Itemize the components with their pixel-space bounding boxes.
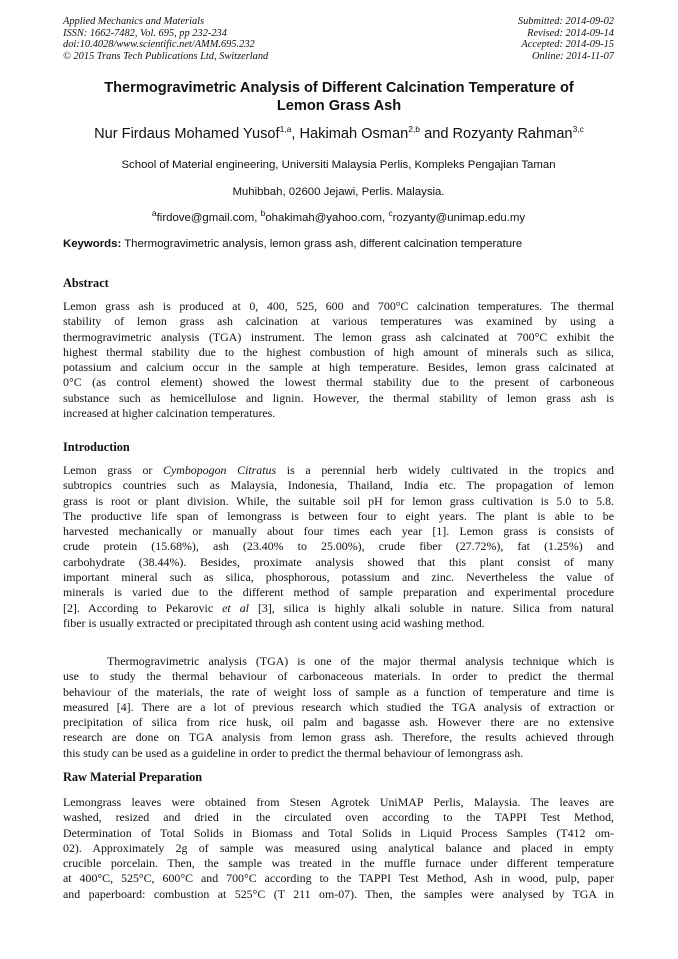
- raw-material-body: [63, 795, 614, 902]
- journal-header-left: [63, 16, 268, 62]
- text-fragment: [2]. According to Pekarovic: [63, 600, 223, 615]
- text-line: [63, 601, 614, 616]
- text-line: crude protein (15.68%), ash (23.40% to 25.00%), crude fiber (27.72%), fat (1.25%) and: [63, 539, 614, 554]
- text-line: use to study the thermal behaviour of carbonaceous materials. In order to predict the thermal: [63, 669, 614, 684]
- abstract-body: [63, 299, 614, 421]
- text-line: increased at higher calcination temperatures.: [63, 406, 276, 421]
- text-line: behaviour of the materials, the rate of weight loss of sample as a function of temperature and time is: [63, 684, 614, 699]
- text-line: harvested mechanically or manually about four times each year [1]. Lemon grass is consists of: [63, 524, 614, 539]
- text-fragment: [3], silica is highly alkali soluble in nature. Silica from natural: [248, 600, 614, 615]
- text-line: 0°C (as control element) showed the lowest thermal stability due to the present of carboneous: [63, 375, 614, 390]
- text-line: fiber is usually extracted or precipitated through ash content using acid washing method.: [63, 615, 485, 630]
- text-line: and paperboard: combustion at 525°C (T 211 om-07). Then, the samples were analysed by TGA in: [63, 886, 614, 901]
- affiliation-line: Muhibbah, 02600 Jejawi, Perlis. Malaysia.: [232, 186, 445, 198]
- keywords: [63, 237, 614, 251]
- journal-header-right: [518, 16, 614, 62]
- text-line: minerals is varied due to the different method of sample preparation and experimental procedure: [63, 585, 614, 600]
- author-email[interactable]: firdove@gmail.com,: [156, 212, 261, 224]
- journal-issn: ISSN: 1662-7482, Vol. 695, pp 232-234: [63, 27, 227, 39]
- email-mark: a: [151, 208, 157, 219]
- text-line: at 400°C, 525°C, 600°C and 700°C according to the TAPPI Test Method, Ash in wood, pulp, paper: [63, 871, 614, 886]
- email-mark: c: [388, 208, 393, 219]
- text-fragment: is a perennial herb widely cultivated in the tropics and: [276, 463, 614, 477]
- text-line: research are done on TGA analysis from lemon grass ash. Therefore, the results achieved through: [63, 730, 614, 745]
- text-line: crucible porcelain. Then, the sample was treated in the muffle furnace under different temperature: [63, 856, 614, 871]
- text-line: highest thermal stability due to the highest combustion of high amount of minerals such as silica,: [63, 344, 614, 359]
- author-emails: [63, 208, 614, 225]
- text-line: washed, resized and dried in the circulated oven according to the TAPPI Test Method,: [63, 810, 614, 825]
- text-line: Thermogravimetric analysis (TGA) is one of the major thermal analysis technique which is: [107, 654, 614, 668]
- affiliation-line: School of Material engineering, Universiti Malaysia Perlis, Kompleks Pengajian Taman: [121, 159, 556, 171]
- text-line: stability of lemon grass ash calcination at various temperatures was examined by using a: [63, 314, 614, 329]
- date-online: Online: 2014-11-07: [531, 50, 614, 62]
- keywords-label: Keywords:: [63, 238, 122, 250]
- abstract-heading: Abstract: [63, 276, 109, 290]
- species-name: Cymbopogon Citratus: [163, 463, 277, 477]
- text-line: substance such as hemicellulose and lignin. However, the thermal stability of lemon grass ash is: [63, 390, 614, 405]
- author-affiliation-mark: 1,a: [279, 124, 292, 135]
- author-name: Hakimah Osman: [299, 126, 409, 142]
- text-line: subtropics countries such as Malaysia, Indonesia, Thailand, India etc. The propagation of lemon: [63, 478, 614, 493]
- paper-title-line: Lemon Grass Ash: [276, 97, 402, 114]
- author-affiliation-mark: 3,c: [572, 124, 584, 135]
- text-line: Lemongrass leaves were obtained from Stesen Agrotek UniMAP Perlis, Malaysia. The leaves are: [63, 795, 614, 809]
- author-separator: and: [420, 126, 453, 142]
- text-line: [63, 463, 614, 478]
- author-name: Rozyanty Rahman: [452, 126, 573, 142]
- text-line: this study can be used as a guideline in order to predict the thermal behaviour of lemongrass ash.: [63, 745, 524, 760]
- text-line: measured [4]. There are a lot of previous research which studied the TGA analysis of extraction or: [63, 699, 614, 714]
- author-name: Nur Firdaus Mohamed Yusof: [94, 126, 280, 142]
- introduction-paragraph-2: [63, 654, 614, 761]
- text-line: grass is root or plant division. While, the suitable soil pH for lemon grass cultivation is 5.0 to 5.8.: [63, 493, 614, 508]
- journal-copyright: © 2015 Trans Tech Publications Ltd, Switzerland: [63, 50, 269, 62]
- text-line: thermogravimetric analysis (TGA) instrument. The lemon grass ash calcinated at 700°C exhibit the: [63, 329, 614, 344]
- author-list: [30, 125, 648, 143]
- email-mark: b: [260, 208, 266, 219]
- author-separator: ,: [291, 126, 300, 142]
- paper-title: [60, 80, 618, 115]
- paper-title-line: Thermogravimetric Analysis of Different Calcination Temperature of: [104, 80, 574, 96]
- author-email[interactable]: rozyanty@unimap.edu.my: [392, 212, 526, 224]
- text-line: precipitation of silica from rice husk, oil palm and bagasse ash. However there are no extensive: [63, 715, 614, 730]
- text-line: The productive life span of lemongrass is between four to eight years. The plant is able to be: [63, 508, 614, 523]
- text-line: carbohydrate (38.44%). Besides, proximate analysis showed that this plant consist of many: [63, 554, 614, 569]
- raw-material-heading: Raw Material Preparation: [63, 770, 203, 784]
- text-line: 02). Approximately 2g of sample was measured using analytical balance and placed in empty: [63, 840, 614, 855]
- author-email[interactable]: ohakimah@yahoo.com,: [265, 212, 389, 224]
- et-al: et al: [222, 600, 249, 615]
- journal-name: Applied Mechanics and Materials: [63, 16, 205, 27]
- text-fragment: Lemon grass or: [63, 463, 164, 477]
- date-accepted: Accepted: 2014-09-15: [521, 39, 614, 51]
- text-line: important mineral such as silica, phosphorous, potassium and zinc. Nevertheless the value of: [63, 570, 614, 585]
- text-line: Determination of Total Solids in Biomass and Total Solids in Liquid Process Samples (T412 om-: [63, 825, 614, 840]
- text-line: Lemon grass ash is produced at 0, 400, 525, 600 and 700°C calcination temperatures. The thermal: [63, 299, 614, 313]
- date-submitted: Submitted: 2014-09-02: [517, 16, 614, 27]
- keywords-text: Thermogravimetric analysis, lemon grass ash, different calcination temperature: [121, 238, 523, 250]
- journal-doi: doi:10.4028/www.scientific.net/AMM.695.232: [63, 39, 255, 51]
- author-affiliation-mark: 2,b: [408, 124, 421, 135]
- introduction-heading: Introduction: [63, 440, 130, 454]
- text-line: potassium and calcium occur in the sample at high temperature. Besides, lemon grass calcinated at: [63, 360, 614, 375]
- date-revised: Revised: 2014-09-14: [527, 27, 614, 39]
- introduction-paragraph-1: [63, 463, 614, 631]
